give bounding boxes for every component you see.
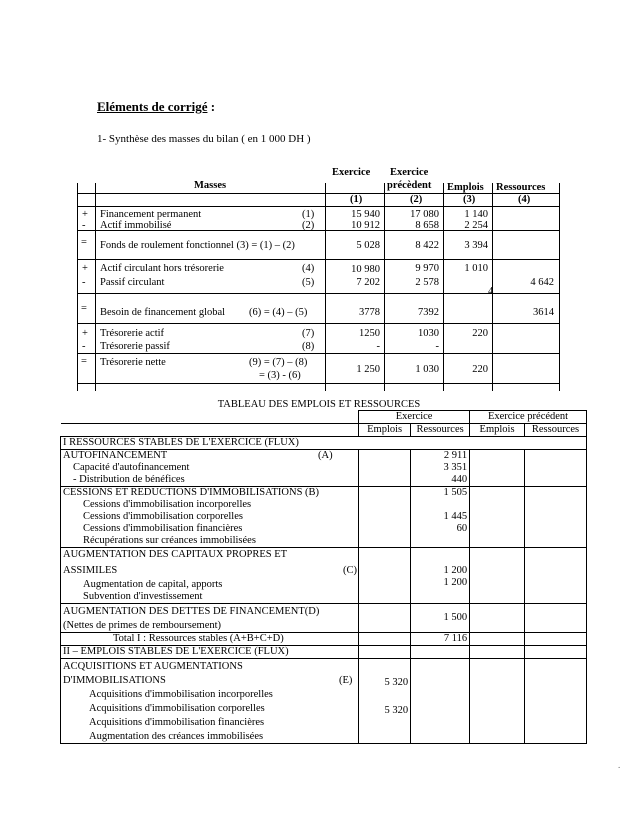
row-label: Acquisitions d'immobilisation corporelles — [89, 703, 265, 714]
row-v3: 1 140 — [464, 209, 488, 220]
row-label: Passif circulant — [100, 277, 165, 288]
row-label: Augmentation de capital, apports — [83, 579, 223, 590]
table-row — [61, 437, 587, 450]
row-label: Cessions d'immobilisation incorporelles — [83, 499, 252, 510]
row-label: Trésorerie nette — [100, 357, 166, 368]
row-v1: 1 250 — [356, 364, 380, 375]
row-label: AUGMENTATION DES DETTES DE FINANCEMENT(D) — [63, 606, 320, 617]
row-label: Besoin de financement global — [100, 307, 226, 318]
row-v1: 7 202 — [356, 277, 380, 288]
row-ref: (5) — [302, 277, 315, 288]
row-ref: (7) — [302, 328, 315, 339]
col2-header-sub: précèdent — [387, 180, 432, 191]
header-ressources: Ressources — [411, 424, 470, 437]
table-row — [61, 411, 587, 424]
row-sign: + — [82, 263, 88, 274]
page-title: Eléments de corrigé : — [97, 99, 216, 114]
row-value — [413, 499, 467, 511]
row-value: 3 351 — [443, 462, 468, 473]
row-label: Subvention d'investissement — [83, 591, 203, 602]
row-label: Cessions d'immobilisation corporelles — [83, 511, 243, 522]
col3-header: Emplois — [447, 182, 484, 193]
row-v1: 10 980 — [351, 264, 380, 275]
stray-digit: 4 — [488, 286, 494, 297]
row-label: Actif circulant hors trésorerie — [100, 263, 224, 274]
row-v1: 5 028 — [356, 240, 380, 251]
row-ref: (C) — [343, 565, 357, 576]
row-v2: 1 030 — [415, 364, 439, 375]
total-value: 7 116 — [411, 633, 470, 646]
row-sign: - — [82, 341, 86, 352]
section-title: 1- Synthèse des masses du bilan ( en 1 000 DH ) — [97, 133, 311, 145]
row-label: AUTOFINANCEMENT — [63, 450, 168, 461]
row-label: ASSIMILES — [63, 565, 118, 576]
table-row — [61, 450, 587, 487]
table-row — [61, 604, 587, 633]
row-sign: + — [82, 328, 88, 339]
row-ref-2: = (3) - (6) — [259, 370, 301, 381]
row-label: Cessions d'immobilisation financières — [83, 523, 243, 534]
row-value: 1 200 — [443, 565, 468, 576]
row-value: 1 200 — [443, 577, 468, 588]
col2-header: Exercice — [390, 167, 429, 178]
table-row — [61, 424, 587, 437]
table-row — [61, 646, 587, 659]
row-sign: = — [81, 356, 87, 367]
masses-header: Masses — [194, 180, 227, 191]
row-value: 60 — [456, 523, 468, 534]
table-row — [61, 659, 587, 744]
header-exercice-precedent: Exercice précédent — [470, 411, 587, 424]
row-ref: (8) — [302, 341, 315, 352]
total-label: Total I : Ressources stables (A+B+C+D) — [61, 633, 359, 646]
tef-table — [60, 410, 587, 744]
row-label: Actif immobilisé — [100, 220, 172, 231]
row-ref: (6) = (4) – (5) — [249, 307, 308, 318]
row-v2: 8 422 — [415, 240, 439, 251]
row-label: Capacité d'autofinancement — [73, 462, 190, 473]
tef-title: TABLEAU DES EMPLOIS ET RESSOURCES — [217, 399, 421, 410]
row-ref: (4) — [302, 263, 315, 274]
row-v2: 9 970 — [415, 263, 439, 274]
row-v2: 1030 — [418, 328, 439, 339]
table-row — [61, 633, 587, 646]
col1-number: (1) — [350, 194, 363, 205]
row-ref: (E) — [339, 675, 353, 686]
row-v3: 220 — [472, 364, 488, 375]
header-exercice: Exercice — [359, 411, 470, 424]
col3-number: (3) — [463, 194, 476, 205]
row-label: - Distribution de bénéfices — [73, 474, 185, 485]
row-value: 440 — [451, 474, 468, 485]
col2-number: (2) — [410, 194, 423, 205]
row-sign: - — [82, 277, 86, 288]
row-label: (Nettes de primes de remboursement) — [63, 620, 222, 631]
row-label: ACQUISITIONS ET AUGMENTATIONS — [63, 661, 243, 672]
row-ref: (2) — [302, 220, 315, 231]
row-v4: 4 642 — [530, 277, 554, 288]
row-ref: (9) = (7) – (8) — [249, 357, 308, 368]
row-label: Trésorerie passif — [100, 341, 170, 352]
col4-header: Ressources — [496, 182, 546, 193]
row-v1: 3778 — [359, 307, 380, 318]
row-value — [413, 535, 467, 547]
row-label: AUGMENTATION DES CAPITAUX PROPRES ET — [63, 549, 288, 560]
row-v2: - — [435, 341, 439, 352]
col1-header: Exercice — [332, 167, 371, 178]
row-value: 1 505 — [443, 487, 468, 498]
row-sign: - — [82, 220, 86, 231]
row-value: 5 320 — [384, 705, 409, 716]
row-value: 1 500 — [411, 604, 470, 633]
header-emplois: Emplois — [359, 424, 411, 437]
row-v2: 7392 — [418, 307, 439, 318]
row-value — [361, 689, 408, 703]
row-v1: 1250 — [359, 328, 380, 339]
table-row — [61, 487, 587, 548]
row-label: Augmentation des créances immobilisées — [89, 731, 264, 742]
row-label: Fonds de roulement fonctionnel (3) = (1) – (2) — [100, 240, 295, 251]
row-v3: 1 010 — [464, 263, 488, 274]
col4-number: (4) — [518, 194, 531, 205]
footer-mark: . — [618, 760, 621, 770]
row-v2: 17 080 — [410, 209, 439, 220]
section-heading: I RESSOURCES STABLES DE L'EXERCICE (FLUX) — [61, 437, 587, 450]
row-value: 5 320 — [384, 677, 409, 688]
row-label: CESSIONS ET REDUCTIONS D'IMMOBILISATIONS (B) — [63, 487, 320, 498]
row-label: D'IMMOBILISATIONS — [63, 675, 166, 686]
row-label: Acquisitions d'immobilisation financières — [89, 717, 265, 728]
row-v3: 3 394 — [464, 240, 488, 251]
row-v3: 220 — [472, 328, 488, 339]
row-v1: 15 940 — [351, 209, 380, 220]
row-v4: 3614 — [533, 307, 554, 318]
header-ressources: Ressources — [525, 424, 587, 437]
row-v1: 10 912 — [351, 220, 380, 231]
row-value: 2 911 — [443, 450, 468, 461]
row-ref: (A) — [318, 450, 333, 461]
row-label: Acquisitions d'immobilisation incorporelles — [89, 689, 273, 700]
row-v2: 2 578 — [415, 277, 439, 288]
row-sign: + — [82, 209, 88, 220]
row-ref: (1) — [302, 209, 315, 220]
row-v1: - — [376, 341, 380, 352]
row-label: Récupérations sur créances immobilisées — [83, 535, 256, 546]
row-v3: 2 254 — [464, 220, 488, 231]
section-heading: II – EMPLOIS STABLES DE L'EXERCICE (FLUX) — [61, 646, 359, 659]
row-sign: = — [81, 303, 87, 314]
row-label: Financement permanent — [100, 209, 202, 220]
header-emplois: Emplois — [470, 424, 525, 437]
row-sign: = — [81, 237, 87, 248]
row-value: 1 445 — [443, 511, 468, 522]
table-row — [61, 548, 587, 604]
row-label: Trésorerie actif — [100, 328, 165, 339]
row-v2: 8 658 — [415, 220, 439, 231]
